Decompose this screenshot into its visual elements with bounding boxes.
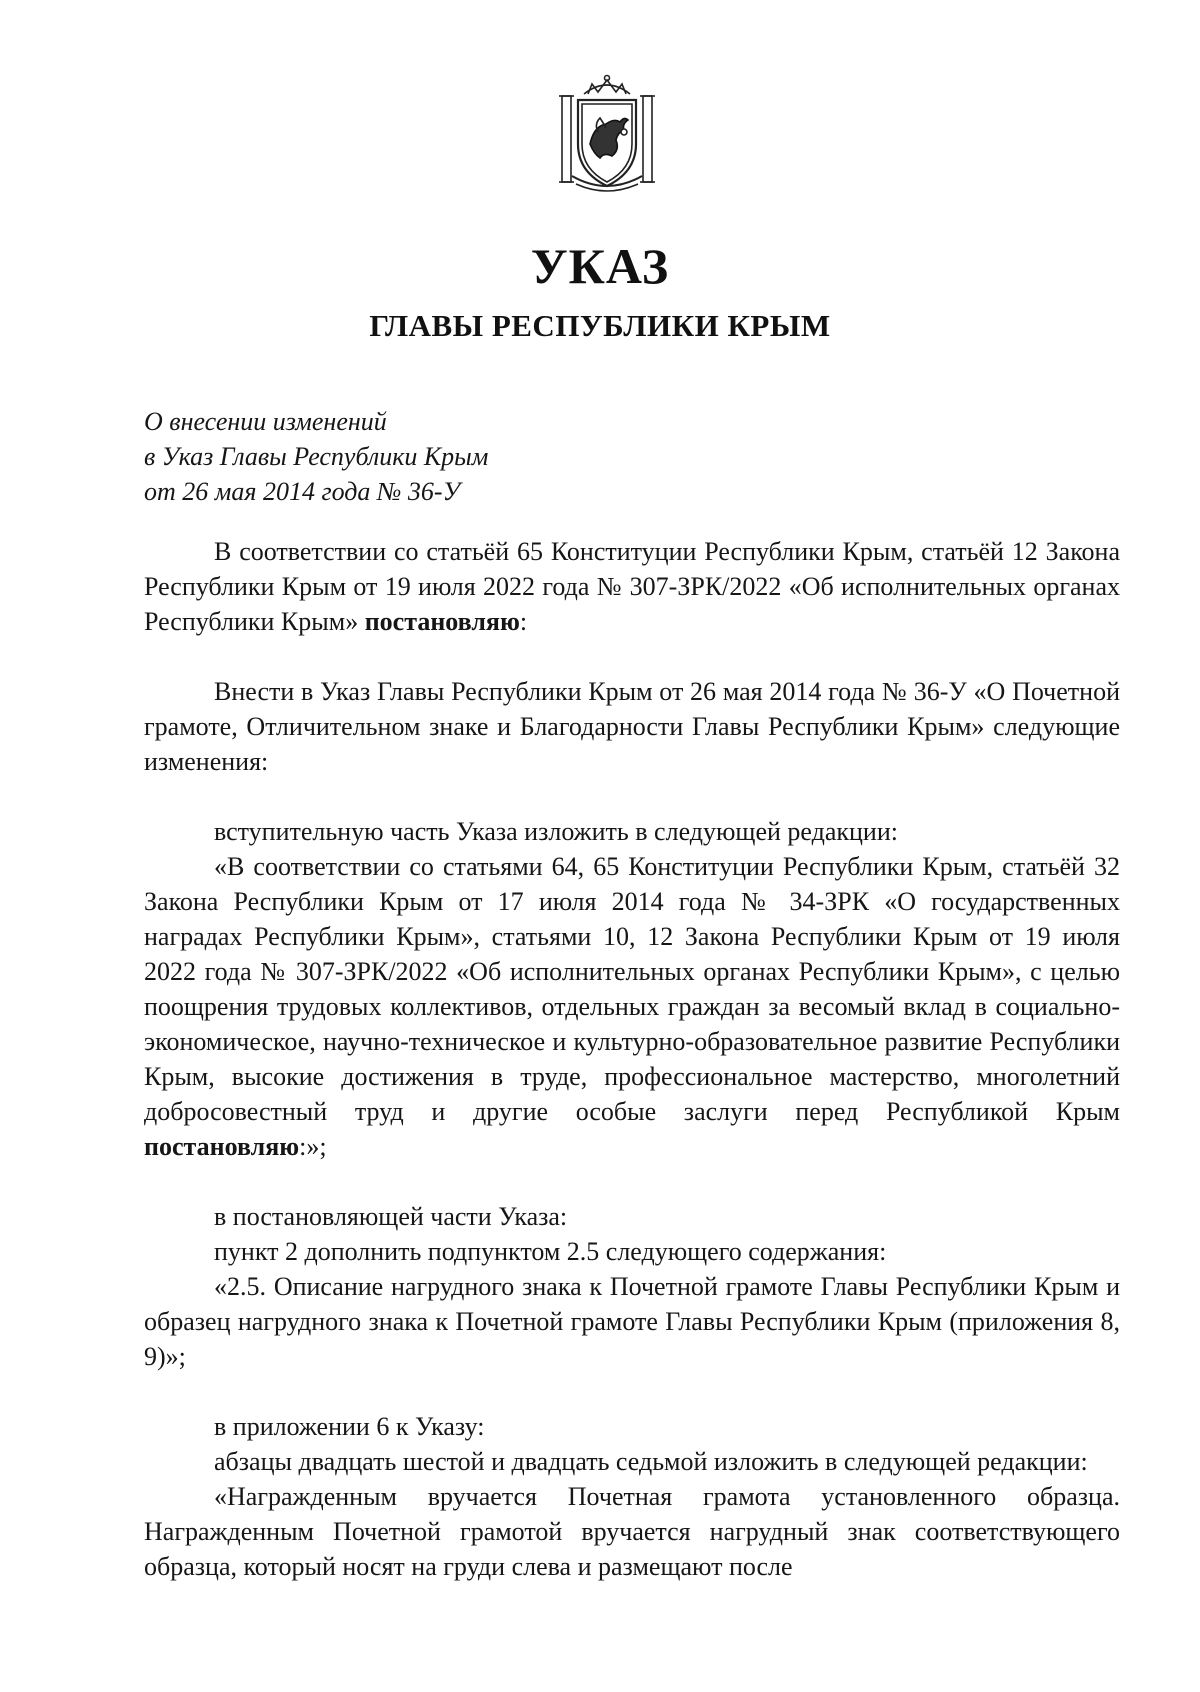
amendment-1-text: «В соответствии со статьями 64, 65 Конституции Республики Крым, статьёй 32 Закона Республики Крым от 17 июля 2014 года № 34-ЗРК «О государственных наградах Республики Крым», статьями 10, 12 Закона Республики Крым от 19 июля 2022 года № 307-ЗРК/2022 «Об исполнительных органах Республики Крым», с целью поощрения трудовых коллективов, отдельных граждан за весомый вклад в социально-экономическое, научно-техническое и культурно-образовательное развитие Республики Крым, высокие достижения в труде, профессиональное мастерство, многолетний добросовестный труд и другие особые заслуги перед Республикой Крым — [144, 852, 1120, 1126]
page-subtitle: ГЛАВЫ РЕСПУБЛИКИ КРЫМ — [369, 308, 831, 343]
subject-line-3: от 26 мая 2014 года № 36-У — [144, 477, 461, 506]
amendment-1-decree-word: постановляю — [144, 1132, 300, 1161]
amendment-2-heading: в постановляющей части Указа: — [214, 1202, 568, 1231]
preamble-tail: : — [519, 607, 528, 636]
decree-body — [144, 534, 1120, 1584]
amendment-3-paragraph: абзацы двадцать шестой и двадцать седьмой изложить в следующей редакции: — [214, 1447, 1088, 1476]
amendment-3-quote: «Награжденным вручается Почетная грамота установленного образца. Награжденным Почетной грамотой вручается нагрудный знак соответствующего образца, который носят на груди слева и размещают после — [144, 1482, 1120, 1581]
preamble-decree-word: постановляю — [364, 607, 520, 636]
amendment-2-line: пункт 2 дополнить подпунктом 2.5 следующего содержания: — [214, 1237, 887, 1266]
amendment-3-heading: в приложении 6 к Указу: — [214, 1412, 485, 1441]
amendment-1-tail: :»; — [299, 1132, 327, 1161]
page-title: УКАЗ — [530, 238, 670, 294]
intro-paragraph: Внести в Указ Главы Республики Крым от 26 мая 2014 года № 36-У «О Почетной грамоте, Отличительном знаке и Благодарности Главы Республики Крым» следующие изменения: — [144, 677, 1120, 776]
coat-of-arms-emblem — [554, 72, 660, 196]
preamble-text: В соответствии со статьёй 65 Конституции Республики Крым, статьёй 12 Закона Республики Крым от 19 июля 2022 года № 307-ЗРК/2022 «Об исполнительных органах Республики Крым» — [144, 537, 1120, 636]
subject-line-2: в Указ Главы Республики Крым — [144, 442, 489, 471]
amendment-1-heading: вступительную часть Указа изложить в следующей редакции: — [214, 817, 898, 846]
amendment-2-paragraph: «2.5. Описание нагрудного знака к Почетной грамоте Главы Республики Крым и образец нагрудного знака к Почетной грамоте Главы Республики Крым (приложения 8, 9)»; — [144, 1272, 1120, 1371]
decree-subject — [144, 404, 488, 509]
subject-line-1: О внесении изменений — [144, 407, 387, 436]
amendment-1-paragraph — [144, 849, 1120, 1164]
preamble-paragraph — [144, 534, 1120, 639]
